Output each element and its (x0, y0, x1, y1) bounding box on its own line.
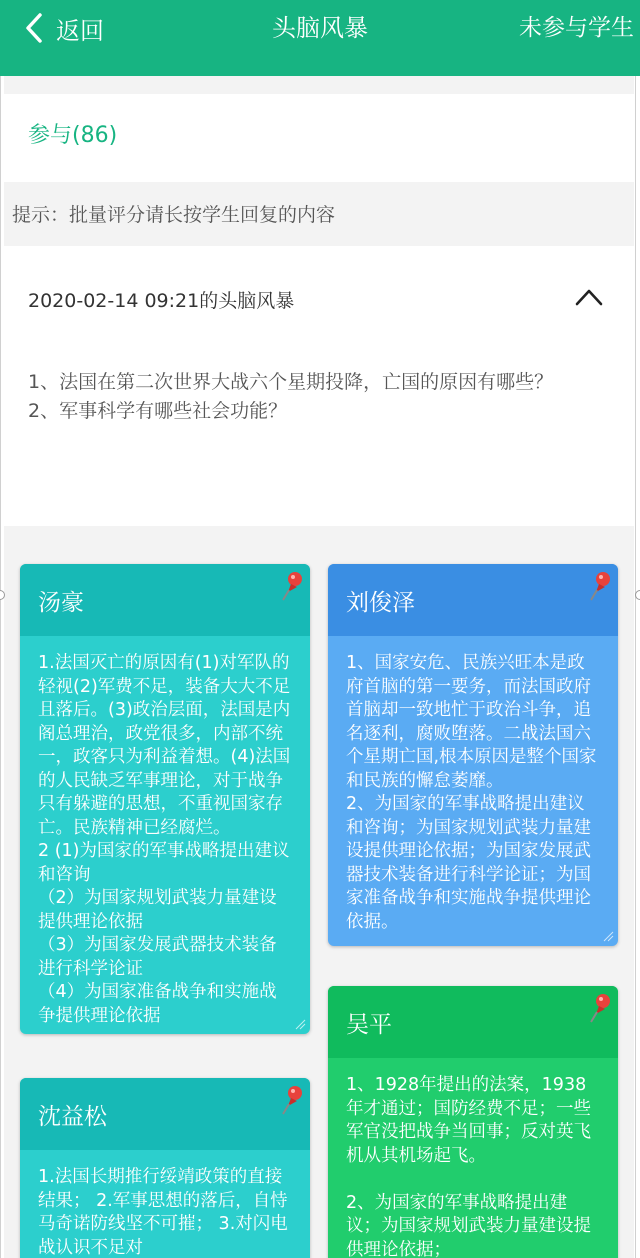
window-frame-left (0, 0, 1, 1258)
back-button[interactable] (20, 10, 104, 46)
card-header (20, 1078, 310, 1150)
window-frame-right (635, 76, 636, 1258)
chevron-up-icon[interactable] (574, 286, 604, 308)
reply-content: 1.法国灭亡的原因有(1)对军队的轻视(2)军费不足，装备大大不足且落后。(3)政治层面，法国是内阁总理治，政党很多，内部不统一，政客只为利益着想。(4)法国的人民缺乏军事理论，对于战争只有躲避的思想，不重视国家存亡。民族精神已经腐烂。 2 (1)为国家的军事战略提出建议和咨询 （2）为国家规划武装力量建设提供理论依据 （3）为国家发展武器技术装备进行科学论证 （4）为国家准备战争和实施战争提供理论依据 (38, 653, 291, 1026)
pushpin-icon[interactable] (588, 570, 614, 604)
reply-content: 1.法国长期推行绥靖政策的直接结果； 2.军事思想的落后，自恃马奇诺防线坚不可摧； 3.对闪电战认识不足对 (38, 1167, 288, 1258)
chevron-left-icon (20, 10, 54, 46)
batch-score-hint: 提示：批量评分请长按学生回复的内容 (12, 204, 336, 226)
resize-grip-icon (602, 930, 614, 942)
student-reply-card[interactable] (20, 1078, 310, 1258)
student-reply-card[interactable] (20, 564, 310, 1034)
pushpin-icon[interactable] (280, 1084, 306, 1118)
participation-tab[interactable] (4, 94, 634, 182)
reply-content: 1、国家安危、民族兴旺本是政府首脑的第一要务，而法国政府首脑却一致地忙于政治斗争，追名逐利，腐败堕落。二战法国六个星期亡国,根本原因是整个国家和民族的懈怠萎靡。 2、为国家的军事战略提出建议和咨询；为国家规划武装力量建设提供理论依据；为国家发展武器技术装备进行科学论证；为国家准备战争和实施战争提供理论依据。 (346, 653, 597, 932)
app-header (0, 0, 640, 76)
brainstorm-topic-panel (4, 246, 634, 526)
card-header (328, 986, 618, 1058)
student-name: 吴平 (346, 1012, 392, 1038)
resize-handle-right[interactable] (635, 590, 640, 600)
unparticipated-students-button[interactable]: 未参与学生 (519, 15, 634, 41)
participation-count-label: 参与(86) (28, 123, 118, 148)
pushpin-icon[interactable] (280, 570, 306, 604)
topic-title: 2020-02-14 09:21的头脑风暴 (28, 290, 295, 312)
reply-content: 1、1928年提出的法案，1938年才通过；国防经费不足；一些军官没把战争当回事；反对英飞机从其机场起飞。 2、为国家的军事战略提出建议；为国家规划武装力量建设提供理论依据； (346, 1075, 591, 1258)
page-title: 头脑风暴 (272, 14, 368, 42)
student-name: 汤豪 (38, 590, 84, 616)
student-reply-card[interactable] (328, 986, 618, 1258)
student-name: 刘俊泽 (346, 590, 415, 616)
card-header (328, 564, 618, 636)
back-label: 返回 (56, 16, 104, 45)
page-body (4, 76, 634, 1258)
topic-questions: 1、法国在第二次世界大战六个星期投降，亡国的原因有哪些？ 2、军事科学有哪些社会功能？ (28, 371, 554, 422)
student-name: 沈益松 (38, 1104, 107, 1130)
resize-grip-icon (294, 1018, 306, 1030)
student-reply-card[interactable] (328, 564, 618, 946)
pushpin-icon[interactable] (588, 992, 614, 1026)
card-header (20, 564, 310, 636)
